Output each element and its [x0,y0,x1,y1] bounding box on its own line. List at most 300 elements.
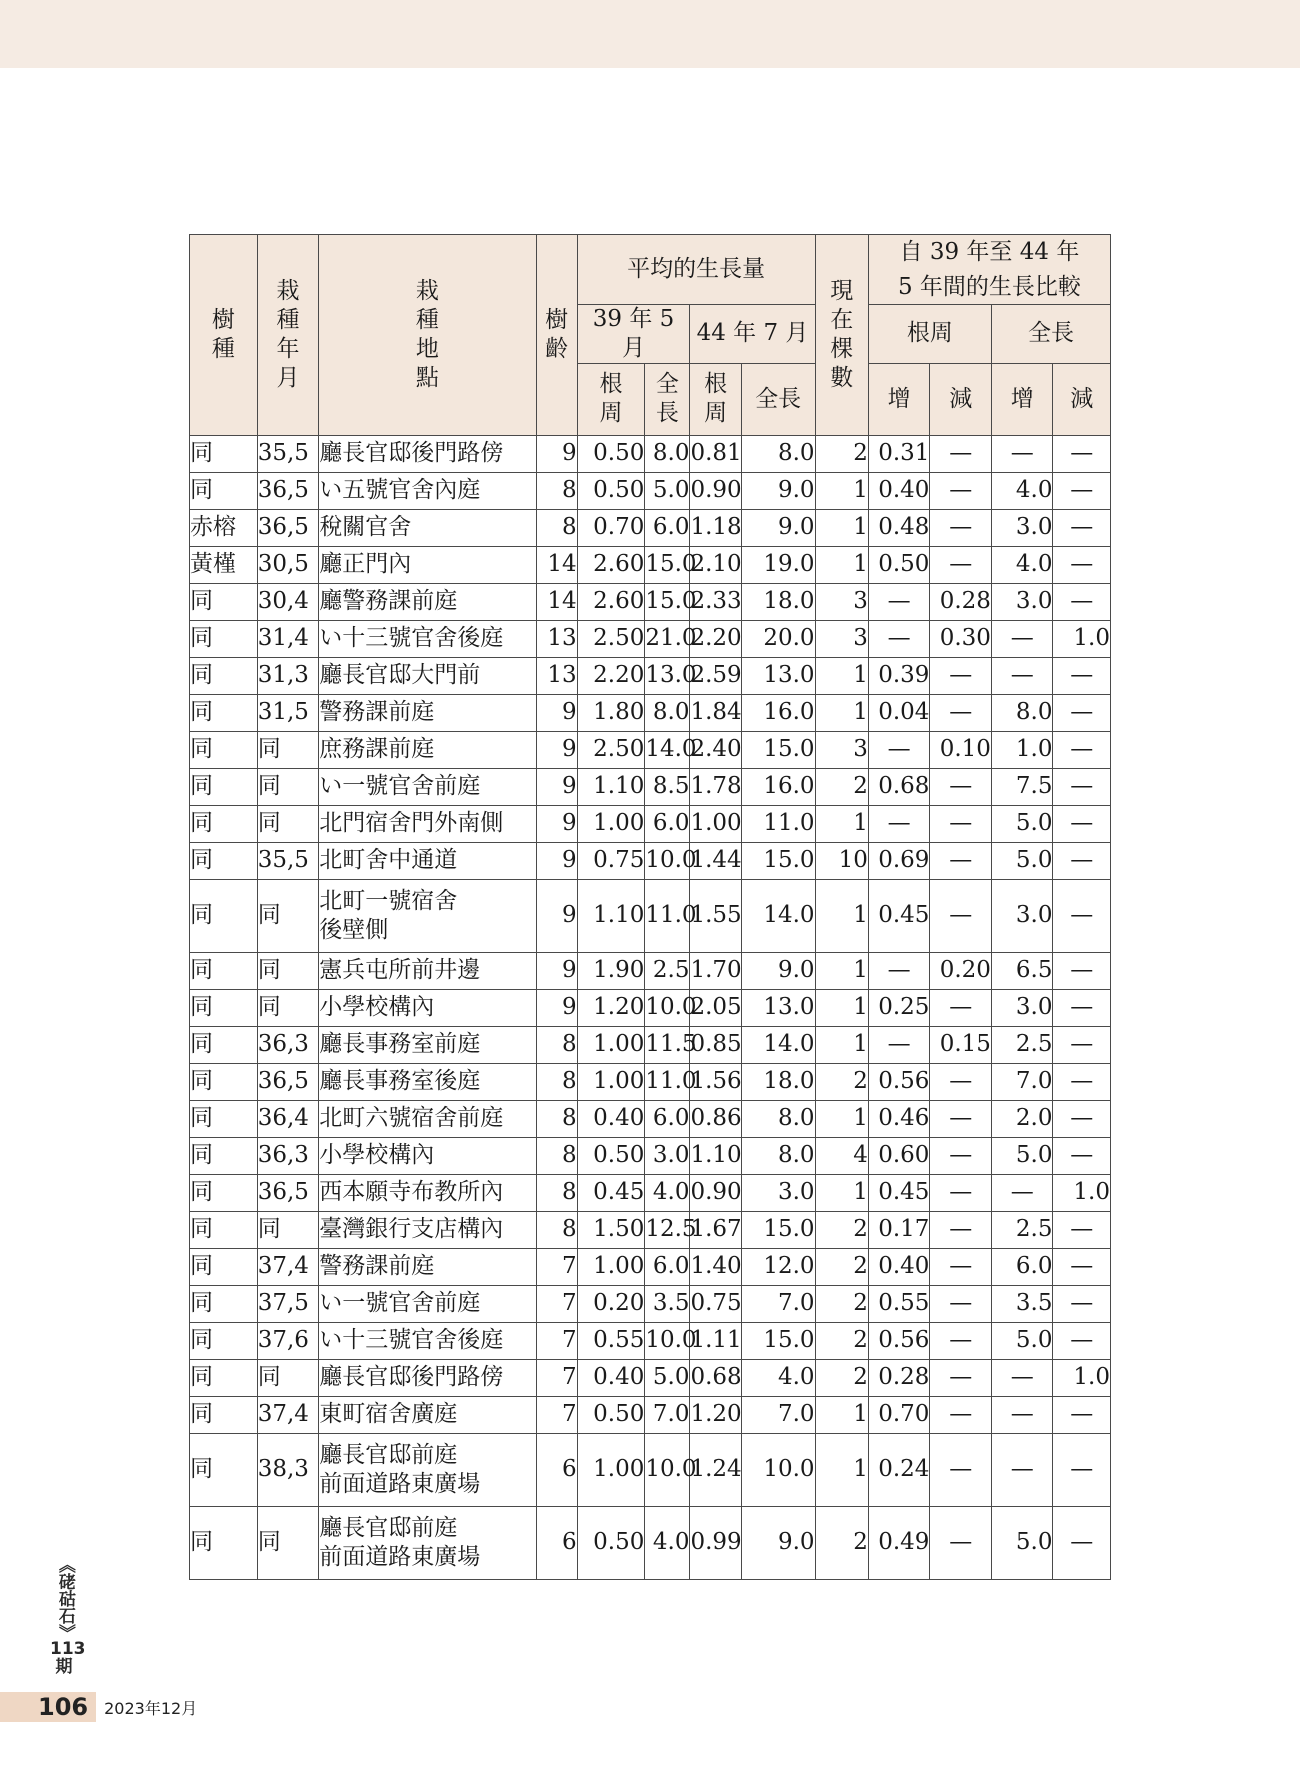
header-current-count: 現 在 棵 數 [815,235,868,436]
cell-length-44: 10.0 [741,1433,815,1506]
cell-count: 1 [815,657,868,694]
cell-planted-date: 同 [257,805,319,842]
cell-girth-increase: 0.24 [868,1433,930,1506]
cell-length-decrease: — [1053,657,1111,694]
cell-age: 6 [536,1433,577,1506]
cell-length-increase: 5.0 [991,1137,1053,1174]
cell-count: 1 [815,989,868,1026]
cell-length-44: 11.0 [741,805,815,842]
cell-length-39: 3.5 [645,1285,690,1322]
cell-count: 1 [815,509,868,546]
cell-length-decrease: — [1053,989,1111,1026]
table-body [190,435,1111,1579]
header-year-44: 44 年 7 月 [690,305,815,364]
cell-location: 庶務課前庭 [319,731,536,768]
cell-species: 同 [190,1026,258,1063]
cell-planted-date: 同 [257,989,319,1026]
cell-length-39: 4.0 [645,1506,690,1579]
journal-side-label [50,1556,86,1677]
cell-location: 北町六號宿舍前庭 [319,1100,536,1137]
cell-count: 2 [815,435,868,472]
cell-length-39: 2.5 [645,952,690,989]
cell-girth-44: 0.85 [690,1026,741,1063]
cell-age: 9 [536,842,577,879]
cell-girth-44: 1.40 [690,1248,741,1285]
cell-planted-date: 31,3 [257,657,319,694]
cell-planted-date: 36,5 [257,509,319,546]
cell-girth-39: 0.50 [577,435,645,472]
cell-length-increase: 6.0 [991,1248,1053,1285]
cell-count: 2 [815,1248,868,1285]
cell-girth-increase: 0.68 [868,768,930,805]
cell-length-increase: 3.0 [991,879,1053,952]
cell-length-decrease: — [1053,1322,1111,1359]
cell-length-decrease: — [1053,1063,1111,1100]
cell-length-decrease: — [1053,546,1111,583]
cell-girth-44: 1.84 [690,694,741,731]
cell-count: 1 [815,1026,868,1063]
cell-length-39: 12.5 [645,1211,690,1248]
cell-length-39: 3.0 [645,1137,690,1174]
cell-girth-decrease: — [930,1248,992,1285]
table-header [190,235,1111,436]
cell-girth-decrease: — [930,879,992,952]
cell-location: 北門宿舍門外南側 [319,805,536,842]
cell-girth-decrease: 0.30 [930,620,992,657]
cell-count: 2 [815,1322,868,1359]
cell-girth-39: 0.40 [577,1100,645,1137]
table-row [190,1174,1111,1211]
header-girth-decrease: 減 [930,363,992,435]
issue-number: 113 [50,1639,86,1659]
cell-planted-date: 31,5 [257,694,319,731]
cell-count: 1 [815,1433,868,1506]
cell-length-44: 9.0 [741,472,815,509]
cell-planted-date: 同 [257,1506,319,1579]
cell-species: 同 [190,1137,258,1174]
cell-planted-date: 37,5 [257,1285,319,1322]
cell-location: 廳長官邸後門路傍 [319,1359,536,1396]
cell-planted-date: 37,4 [257,1248,319,1285]
cell-age: 8 [536,472,577,509]
cell-location: 廳警務課前庭 [319,583,536,620]
cell-length-39: 10.0 [645,1322,690,1359]
cell-length-increase: — [991,620,1053,657]
cell-girth-39: 2.50 [577,620,645,657]
cell-girth-44: 2.33 [690,583,741,620]
cell-age: 7 [536,1322,577,1359]
cell-length-decrease: — [1053,583,1111,620]
cell-girth-increase: 0.46 [868,1100,930,1137]
cell-length-44: 14.0 [741,879,815,952]
cell-age: 7 [536,1359,577,1396]
cell-length-decrease: — [1053,879,1111,952]
cell-length-39: 11.5 [645,1026,690,1063]
table-row [190,989,1111,1026]
cell-length-decrease: — [1053,1211,1111,1248]
growth-table [189,234,1111,1580]
cell-length-decrease: — [1053,805,1111,842]
header-44-length: 全長 [741,363,815,435]
cell-length-39: 8.5 [645,768,690,805]
cell-length-increase: — [991,1359,1053,1396]
cell-length-increase: 5.0 [991,1322,1053,1359]
cell-girth-39: 1.00 [577,805,645,842]
cell-girth-decrease: — [930,1433,992,1506]
cell-planted-date: 38,3 [257,1433,319,1506]
cell-length-44: 9.0 [741,509,815,546]
cell-girth-decrease: — [930,1063,992,1100]
cell-length-increase: 2.0 [991,1100,1053,1137]
cell-girth-decrease: — [930,657,992,694]
cell-length-39: 5.0 [645,1359,690,1396]
cell-girth-increase: 0.55 [868,1285,930,1322]
cell-girth-increase: 0.40 [868,1248,930,1285]
table-row [190,657,1111,694]
cell-species: 同 [190,768,258,805]
table-row [190,805,1111,842]
cell-girth-44: 1.00 [690,805,741,842]
cell-girth-decrease: — [930,1322,992,1359]
cell-length-44: 18.0 [741,583,815,620]
cell-species: 同 [190,1063,258,1100]
cell-girth-39: 0.70 [577,509,645,546]
cell-age: 9 [536,989,577,1026]
header-39-length: 全 長 [645,363,690,435]
cell-length-increase: 3.0 [991,989,1053,1026]
cell-girth-decrease: — [930,546,992,583]
cell-girth-39: 0.50 [577,1137,645,1174]
cell-girth-44: 2.05 [690,989,741,1026]
cell-location: 廳正門內 [319,546,536,583]
table-row [190,1137,1111,1174]
cell-girth-39: 0.20 [577,1285,645,1322]
cell-age: 7 [536,1248,577,1285]
cell-girth-39: 2.50 [577,731,645,768]
cell-girth-39: 2.20 [577,657,645,694]
cell-species: 同 [190,989,258,1026]
cell-length-decrease: — [1053,694,1111,731]
cell-length-39: 11.0 [645,879,690,952]
cell-girth-44: 0.90 [690,1174,741,1211]
table-row [190,1026,1111,1063]
header-girth-increase: 增 [868,363,930,435]
cell-girth-decrease: — [930,1100,992,1137]
cell-count: 2 [815,1063,868,1100]
cell-girth-39: 1.50 [577,1211,645,1248]
cell-location: 廳長官邸後門路傍 [319,435,536,472]
cell-girth-increase: 0.04 [868,694,930,731]
cell-girth-increase: 0.50 [868,546,930,583]
table-row [190,1063,1111,1100]
cell-age: 8 [536,1137,577,1174]
cell-girth-increase: 0.25 [868,989,930,1026]
cell-planted-date: 30,5 [257,546,319,583]
cell-species: 同 [190,583,258,620]
cell-length-44: 13.0 [741,989,815,1026]
header-44-girth: 根 周 [690,363,741,435]
cell-species: 同 [190,879,258,952]
cell-girth-increase: 0.28 [868,1359,930,1396]
header-cmp-length: 全長 [991,305,1110,364]
cell-girth-39: 0.45 [577,1174,645,1211]
cell-girth-increase: 0.60 [868,1137,930,1174]
cell-girth-39: 0.75 [577,842,645,879]
cell-location: い五號官舍內庭 [319,472,536,509]
cell-length-39: 10.0 [645,1433,690,1506]
cell-length-decrease: — [1053,1506,1111,1579]
cell-girth-increase: — [868,620,930,657]
cell-length-44: 16.0 [741,694,815,731]
cell-count: 2 [815,1285,868,1322]
cell-planted-date: 35,5 [257,435,319,472]
cell-species: 同 [190,1506,258,1579]
cell-species: 同 [190,731,258,768]
cell-age: 7 [536,1285,577,1322]
cell-length-44: 9.0 [741,952,815,989]
cell-length-increase: 3.0 [991,509,1053,546]
cell-length-increase: 2.5 [991,1026,1053,1063]
cell-girth-39: 1.00 [577,1026,645,1063]
cell-length-decrease: 1.0 [1053,1359,1111,1396]
cell-age: 8 [536,1063,577,1100]
cell-girth-44: 2.40 [690,731,741,768]
issue-date: 2023年12月 [104,1698,198,1718]
cell-length-increase: — [991,1174,1053,1211]
cell-girth-44: 1.55 [690,879,741,952]
cell-girth-44: 1.11 [690,1322,741,1359]
cell-length-44: 12.0 [741,1248,815,1285]
cell-length-39: 14.0 [645,731,690,768]
cell-location: 廳長官邸前庭 前面道路東廣場 [319,1506,536,1579]
header-band [0,0,1300,68]
cell-age: 8 [536,509,577,546]
cell-age: 6 [536,1506,577,1579]
cell-length-increase: 7.5 [991,768,1053,805]
cell-species: 同 [190,1433,258,1506]
cell-girth-increase: 0.17 [868,1211,930,1248]
cell-planted-date: 37,4 [257,1396,319,1433]
cell-girth-increase: 0.45 [868,879,930,952]
cell-count: 1 [815,1174,868,1211]
journal-title: 《硓𥑮石》 [54,1556,75,1641]
table-row [190,583,1111,620]
cell-location: 臺灣銀行支店構內 [319,1211,536,1248]
cell-length-increase: 5.0 [991,805,1053,842]
cell-planted-date: 36,5 [257,1174,319,1211]
cell-girth-increase: 0.48 [868,509,930,546]
cell-girth-44: 1.70 [690,952,741,989]
cell-count: 2 [815,1211,868,1248]
header-year-39: 39 年 5 月 [577,305,690,364]
cell-length-decrease: — [1053,952,1111,989]
cell-length-increase: 3.5 [991,1285,1053,1322]
cell-planted-date: 同 [257,768,319,805]
cell-location: 小學校構內 [319,1137,536,1174]
cell-girth-44: 1.20 [690,1396,741,1433]
table-row [190,1100,1111,1137]
cell-girth-44: 1.78 [690,768,741,805]
cell-age: 9 [536,952,577,989]
cell-girth-decrease: — [930,1211,992,1248]
cell-length-39: 15.0 [645,546,690,583]
cell-count: 3 [815,620,868,657]
cell-planted-date: 31,4 [257,620,319,657]
cell-length-increase: — [991,1433,1053,1506]
cell-length-39: 13.0 [645,657,690,694]
cell-location: 廳長官邸大門前 [319,657,536,694]
cell-species: 同 [190,1100,258,1137]
cell-length-44: 13.0 [741,657,815,694]
cell-girth-44: 0.68 [690,1359,741,1396]
table-row [190,1211,1111,1248]
cell-girth-decrease: — [930,805,992,842]
cell-girth-increase: — [868,1026,930,1063]
cell-species: 同 [190,1174,258,1211]
cell-age: 9 [536,879,577,952]
cell-species: 同 [190,1211,258,1248]
cell-length-44: 7.0 [741,1285,815,1322]
issue-unit: 期 [55,1656,73,1677]
cell-age: 9 [536,731,577,768]
cell-age: 9 [536,435,577,472]
cell-length-44: 15.0 [741,1322,815,1359]
header-species: 樹 種 [190,235,258,436]
cell-count: 1 [815,1396,868,1433]
header-location: 栽 種 地 點 [319,235,536,436]
cell-girth-44: 2.10 [690,546,741,583]
cell-girth-44: 0.75 [690,1285,741,1322]
cell-location: 西本願寺布教所內 [319,1174,536,1211]
cell-girth-44: 1.56 [690,1063,741,1100]
table-row [190,1396,1111,1433]
cell-girth-decrease: — [930,1506,992,1579]
cell-planted-date: 35,5 [257,842,319,879]
cell-location: い十三號官舍後庭 [319,620,536,657]
cell-location: 北町一號宿舍 後壁側 [319,879,536,952]
cell-species: 同 [190,435,258,472]
cell-girth-increase: 0.69 [868,842,930,879]
cell-length-44: 18.0 [741,1063,815,1100]
cell-species: 同 [190,952,258,989]
cell-girth-decrease: — [930,1174,992,1211]
cell-count: 1 [815,952,868,989]
cell-girth-39: 2.60 [577,583,645,620]
cell-girth-39: 1.00 [577,1433,645,1506]
cell-length-decrease: — [1053,509,1111,546]
header-length-increase: 增 [991,363,1053,435]
cell-girth-increase: 0.56 [868,1322,930,1359]
cell-planted-date: 30,4 [257,583,319,620]
cell-count: 1 [815,805,868,842]
cell-age: 7 [536,1396,577,1433]
cell-girth-increase: 0.40 [868,472,930,509]
table-row [190,694,1111,731]
cell-length-decrease: — [1053,1433,1111,1506]
cell-girth-39: 1.10 [577,768,645,805]
cell-length-decrease: — [1053,731,1111,768]
cell-location: 廳長事務室後庭 [319,1063,536,1100]
cell-girth-decrease: 0.28 [930,583,992,620]
cell-girth-39: 0.50 [577,1396,645,1433]
cell-species: 同 [190,1359,258,1396]
cell-length-increase: 8.0 [991,694,1053,731]
cell-planted-date: 36,4 [257,1100,319,1137]
cell-age: 14 [536,546,577,583]
cell-girth-44: 1.10 [690,1137,741,1174]
cell-species: 赤榕 [190,509,258,546]
cell-length-increase: 5.0 [991,1506,1053,1579]
cell-length-decrease: — [1053,1248,1111,1285]
cell-age: 8 [536,1211,577,1248]
cell-location: 稅關官舍 [319,509,536,546]
cell-length-44: 7.0 [741,1396,815,1433]
cell-count: 3 [815,583,868,620]
cell-species: 同 [190,620,258,657]
cell-length-increase: 4.0 [991,472,1053,509]
header-comparison: 自 39 年至 44 年 5 年間的生長比較 [868,235,1110,305]
cell-length-39: 6.0 [645,1100,690,1137]
cell-count: 1 [815,546,868,583]
cell-girth-decrease: — [930,472,992,509]
header-age: 樹 齡 [536,235,577,436]
cell-girth-increase: — [868,805,930,842]
cell-length-44: 8.0 [741,1137,815,1174]
cell-species: 同 [190,1322,258,1359]
cell-location: 東町宿舍廣庭 [319,1396,536,1433]
cell-girth-44: 2.20 [690,620,741,657]
cell-count: 10 [815,842,868,879]
page-number: 106 [0,1692,96,1722]
cell-length-increase: — [991,435,1053,472]
cell-girth-44: 1.44 [690,842,741,879]
cell-length-39: 4.0 [645,1174,690,1211]
cell-planted-date: 36,3 [257,1026,319,1063]
cell-location: い一號官舍前庭 [319,768,536,805]
cell-count: 1 [815,1100,868,1137]
cell-planted-date: 同 [257,1359,319,1396]
cell-girth-44: 0.99 [690,1506,741,1579]
cell-girth-44: 0.86 [690,1100,741,1137]
cell-location: い一號官舍前庭 [319,1285,536,1322]
cell-girth-39: 0.50 [577,472,645,509]
cell-girth-44: 1.67 [690,1211,741,1248]
cell-length-39: 5.0 [645,472,690,509]
cell-length-39: 6.0 [645,805,690,842]
cell-girth-decrease: — [930,1396,992,1433]
cell-girth-39: 1.10 [577,879,645,952]
cell-count: 3 [815,731,868,768]
cell-age: 9 [536,768,577,805]
table-row [190,842,1111,879]
cell-length-39: 15.0 [645,583,690,620]
cell-length-increase: 3.0 [991,583,1053,620]
cell-count: 1 [815,879,868,952]
cell-length-decrease: — [1053,1026,1111,1063]
cell-length-44: 3.0 [741,1174,815,1211]
page-footer [0,1692,197,1722]
cell-girth-increase: 0.45 [868,1174,930,1211]
cell-girth-39: 1.80 [577,694,645,731]
cell-girth-decrease: — [930,768,992,805]
cell-girth-increase: 0.49 [868,1506,930,1579]
cell-age: 8 [536,1100,577,1137]
cell-length-increase: 7.0 [991,1063,1053,1100]
cell-girth-39: 0.50 [577,1506,645,1579]
cell-planted-date: 37,6 [257,1322,319,1359]
cell-species: 同 [190,472,258,509]
cell-planted-date: 同 [257,952,319,989]
